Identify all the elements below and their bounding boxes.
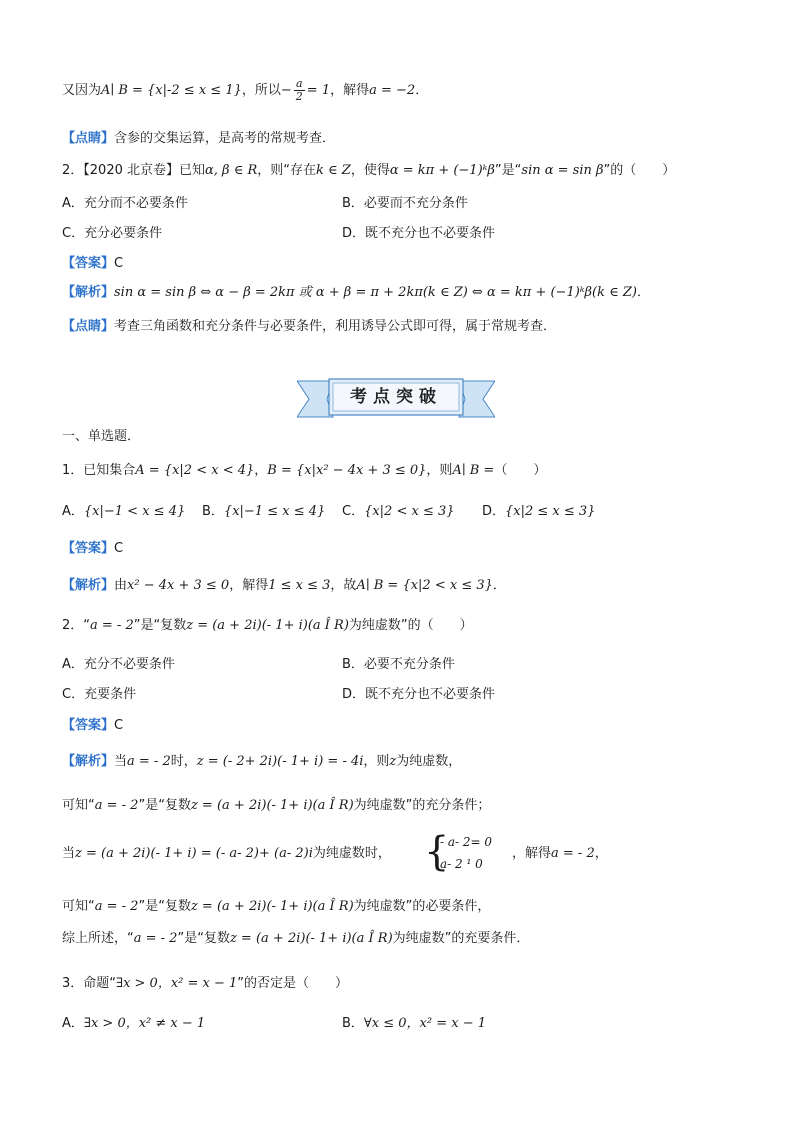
option-label: A．	[62, 1016, 84, 1031]
math-expression: z = (a + 2i)(- 1+ i) = (- a- 2)+ (a- 2)i	[75, 846, 313, 861]
option-label: C．	[342, 504, 365, 519]
dianjing-line	[62, 130, 335, 148]
text: ，解得	[512, 846, 552, 861]
math-expression: {x|−1 ≤ x ≤ 4}	[223, 504, 326, 519]
text: ”是“复数	[138, 798, 191, 813]
analysis-line	[62, 930, 529, 948]
analysis-line	[62, 284, 650, 302]
text: ”的否定是（ ）	[237, 976, 349, 991]
answer-value: C	[114, 541, 124, 556]
answer-tag: 【答案】	[62, 541, 115, 556]
answer-line	[62, 717, 123, 735]
math-expression: z = (- 2+ 2i)(- 1+ i) = - 4i	[196, 754, 364, 769]
text: ．	[636, 285, 650, 300]
text: ，解得	[330, 83, 370, 98]
text: ，	[594, 846, 608, 861]
option-a	[62, 1015, 205, 1033]
math-expression: ∀x ≤ 0，x² = x − 1	[363, 1016, 486, 1031]
analysis-line-tail	[512, 845, 608, 863]
text: ，则	[363, 754, 390, 769]
math-expression: A∣ B = {x|2 < x ≤ 3}	[356, 578, 493, 593]
dianjing-tag: 【点睛】	[62, 319, 115, 334]
math-expression: z	[389, 754, 397, 769]
math-expression: z = (a + 2i)(- 1+ i)(a Î R)	[229, 931, 393, 946]
question-stem	[62, 162, 675, 180]
equation-system-row: a- 2 ¹ 0	[440, 857, 483, 871]
answer-value: C	[114, 718, 124, 733]
math-expression: a = - 2	[94, 899, 139, 914]
brace-icon: {	[424, 829, 450, 875]
text: ，解得	[229, 578, 269, 593]
text: ”是“复数	[133, 618, 187, 633]
option-b	[342, 1015, 486, 1033]
analysis-line	[62, 845, 391, 863]
text: ”是“	[494, 163, 522, 178]
text: 可知“	[62, 899, 95, 914]
math-expression: sin α = sin β ⇔ α − β = 2kπ 或 α + β = π + 2kπ(k ∈ Z) ⇔ α = kπ + (−1)ᵏβ(k ∈ Z)	[114, 285, 637, 300]
dianjing-line	[62, 318, 556, 336]
option-label: B．	[202, 504, 224, 519]
text: 由	[114, 578, 128, 593]
math-expression: ∃x > 0，x² ≠ x − 1	[83, 1016, 206, 1031]
text: ，故	[330, 578, 357, 593]
text: 2．【2020 北京卷】已知	[62, 163, 205, 178]
text: ”是“复数	[177, 931, 230, 946]
answer-value: C	[114, 256, 124, 271]
text: ，	[254, 463, 268, 478]
option-a: A．充分不必要条件	[62, 657, 175, 672]
text: 又因为	[62, 83, 102, 98]
text: ，所以	[241, 83, 281, 98]
analysis-line	[62, 898, 490, 916]
math-expression: a = - 2	[133, 931, 178, 946]
text: 时，	[170, 754, 197, 769]
text: ，则“存在	[257, 163, 316, 178]
option-label: B．	[342, 1016, 364, 1031]
math-expression: a = −2	[369, 83, 416, 98]
math-expression: = 1	[306, 83, 331, 98]
answer-tag: 【答案】	[62, 256, 115, 271]
math-expression: A∣ B =	[452, 463, 495, 478]
text: ”是“复数	[138, 899, 191, 914]
text: 2．“	[62, 618, 91, 633]
answer-line	[62, 255, 123, 273]
math-expression: {x|−1 < x ≤ 4}	[83, 504, 186, 519]
math-expression: z = (a + 2i)(- 1+ i)(a Î R)	[190, 899, 354, 914]
text: ，使得	[350, 163, 390, 178]
text: ．	[492, 578, 506, 593]
question-stem	[62, 462, 546, 480]
question-stem	[62, 975, 348, 993]
math-expression: z = (a + 2i)(- 1+ i)(a Î R)	[186, 618, 349, 633]
text: 含参的交集运算，是高考的常规考查．	[114, 131, 336, 146]
analysis-tag: 【解析】	[62, 754, 115, 769]
fraction-numerator: a	[294, 78, 305, 91]
answer-line	[62, 540, 123, 558]
option-d	[482, 503, 595, 521]
option-label: A．	[62, 504, 84, 519]
text: ．	[415, 83, 429, 98]
question-stem	[62, 617, 473, 635]
option-a	[62, 503, 185, 521]
option-b	[202, 503, 325, 521]
math-expression: a = - 2	[94, 798, 139, 813]
text: 为纯虚数”的充要条件．	[392, 931, 530, 946]
section-heading: 一、单选题．	[62, 429, 141, 444]
math-expression: A∣ B = {x|-2 ≤ x ≤ 1}	[101, 83, 242, 98]
math-expression: B = {x|x² − 4x + 3 ≤ 0}	[267, 463, 427, 478]
math-expression: sin α = sin β	[521, 163, 604, 178]
math-expression: k ∈ Z	[316, 163, 351, 178]
banner-title: 考点突破	[350, 387, 442, 407]
analysis-line	[62, 577, 506, 595]
text: 综上所述，“	[62, 931, 134, 946]
math-expression: ∃x > 0，x² = x − 1	[116, 976, 238, 991]
math-expression: {x|2 ≤ x ≤ 3}	[505, 504, 596, 519]
option-c	[342, 503, 455, 521]
dianjing-tag: 【点睛】	[62, 131, 115, 146]
option-a: A．充分而不必要条件	[62, 196, 188, 211]
option-c: C．充要条件	[62, 687, 137, 702]
math-expression: a = - 2	[551, 846, 595, 861]
math-expression: A = {x|2 < x < 4}	[135, 463, 255, 478]
analysis-tag: 【解析】	[62, 578, 115, 593]
option-d: D．既不充分也不必要条件	[342, 226, 496, 241]
math-expression: x² − 4x + 3 ≤ 0	[127, 578, 230, 593]
text: 3．命题“	[62, 976, 117, 991]
option-label: D．	[482, 504, 506, 519]
analysis-tag: 【解析】	[62, 285, 115, 300]
text: 1．已知集合	[62, 463, 136, 478]
option-b: B．必要不充分条件	[342, 657, 455, 672]
fraction-denominator: 2	[295, 90, 303, 103]
text: 当	[114, 754, 128, 769]
text: 可知“	[62, 798, 95, 813]
text: 考查三角函数和充分条件与必要条件，利用诱导公式即可得，属于常规考查．	[114, 319, 557, 334]
text: 当	[62, 846, 76, 861]
option-c: C．充分必要条件	[62, 226, 163, 241]
text: 为纯虚数时，	[312, 846, 391, 861]
math-expression: a = - 2	[127, 754, 171, 769]
math-expression: α = kπ + (−1)ᵏβ	[389, 163, 495, 178]
analysis-line	[62, 797, 490, 815]
text: （ ）	[494, 463, 547, 478]
math-expression: α, β ∈ R	[205, 163, 258, 178]
math-expression: z = (a + 2i)(- 1+ i)(a Î R)	[190, 798, 354, 813]
equation-system-row: - a- 2= 0	[440, 835, 493, 849]
text: 为纯虚数，	[396, 754, 462, 769]
analysis-line	[62, 753, 461, 771]
section-banner	[297, 377, 495, 421]
text: ，则	[426, 463, 453, 478]
text: 为纯虚数”的（ ）	[348, 618, 473, 633]
answer-tag: 【答案】	[62, 718, 115, 733]
option-b: B．必要而不充分条件	[342, 196, 468, 211]
math-expression: −	[280, 83, 292, 98]
text: 为纯虚数”的必要条件，	[353, 899, 491, 914]
math-expression: 1 ≤ x ≤ 3	[268, 578, 331, 593]
option-d: D．既不充分也不必要条件	[342, 687, 496, 702]
text: 为纯虚数”的充分条件；	[353, 798, 491, 813]
fraction	[294, 78, 305, 103]
text: ”的（ ）	[603, 163, 676, 178]
math-expression: a = - 2	[90, 618, 134, 633]
math-expression: {x|2 < x ≤ 3}	[364, 504, 455, 519]
text-line	[62, 78, 428, 103]
